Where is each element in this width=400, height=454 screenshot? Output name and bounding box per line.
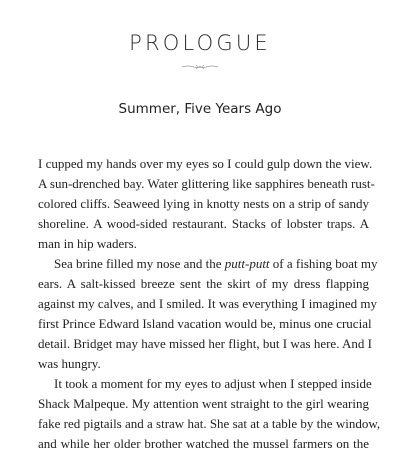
text-line: It took a moment for my eyes to adjust when I stepped inside: [54, 376, 372, 391]
text-line: was hungry.: [38, 356, 101, 371]
text-line: colored cliffs. Seaweed lying in knotty nests on a strip of sandy: [38, 196, 369, 211]
body-text: [38, 154, 381, 454]
ornament-flourish-icon: [180, 62, 220, 72]
chapter-subtitle: Summer, Five Years Ago: [118, 101, 282, 117]
italic-sound-word: putt-putt: [224, 256, 270, 271]
paragraph-3: [38, 374, 381, 454]
text-line: I cupped my hands over my eyes so I could gulp down the view.: [38, 156, 373, 171]
paragraph-1: [38, 154, 375, 254]
text-line: and while her older brother watched the mussel farmers on the: [38, 436, 369, 451]
text-line: first Prince Edward Island vacation would be, minus one crucial: [38, 316, 372, 331]
text-line: ears. A salt-kissed breeze sent the skirt of my dress flapping: [38, 276, 369, 291]
text-line: A sun-drenched bay. Water glittering like sapphires beneath rust-: [38, 176, 375, 191]
text-line: detail. Bridget may have missed her flight, but I was here. And I: [38, 336, 372, 351]
text-line: fake red pigtails and a straw hat. She sat at a table by the window,: [38, 416, 381, 431]
text-line: man in hip waders.: [38, 236, 137, 251]
paragraph-2: [38, 254, 378, 374]
text-line: Shack Malpeque. My attention went straight to the girl wearing: [38, 396, 369, 411]
chapter-title: PROLOGUE: [129, 31, 271, 55]
text-line: Sea brine filled my nose and the putt-putt of a fishing boat my: [54, 256, 378, 271]
text-line: shoreline. A wood-sided restaurant. Stacks of lobster traps. A: [38, 216, 369, 231]
text-line: against my calves, and I smiled. It was everything I imagined my: [38, 296, 377, 311]
